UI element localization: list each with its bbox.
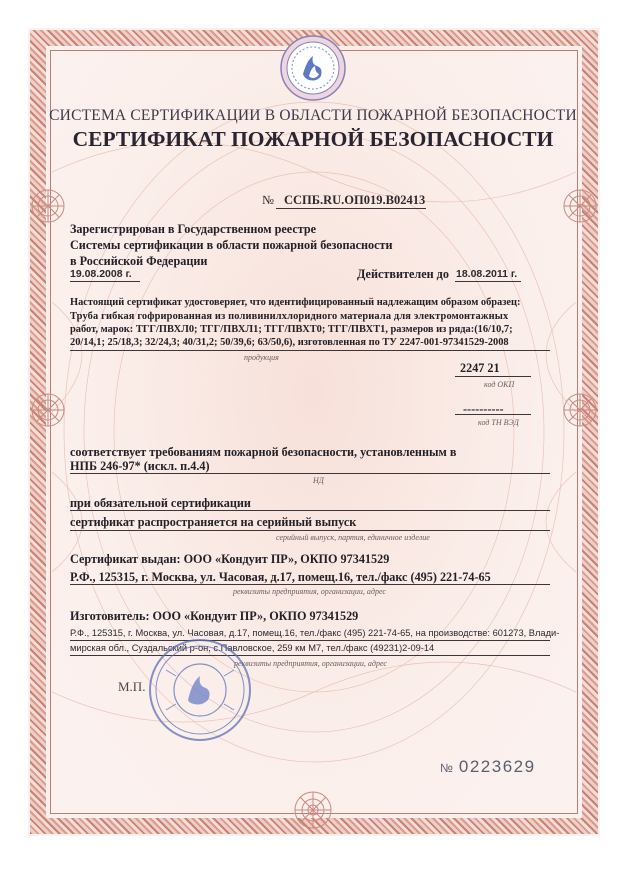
organization-seal-stamp: [146, 636, 254, 744]
product-underline: [70, 350, 550, 351]
conformity-underline: [70, 473, 550, 474]
conformity-caption: НД: [313, 476, 324, 485]
guilloche-pattern: [52, 52, 576, 812]
right-rosette-icon: [560, 390, 600, 430]
registration-date: 19.08.2008 г.: [70, 268, 132, 280]
number-value: ССПБ.RU.ОП019.В02413: [283, 193, 426, 207]
issued-caption: реквизиты предприятия, организации, адрес: [233, 587, 386, 596]
right-rosette-icon: [560, 186, 600, 226]
certification-system-heading: СИСТЕМА СЕРТИФИКАЦИИ В ОБЛАСТИ ПОЖАРНОЙ БЕЗОПАСНОСТИ: [49, 107, 577, 124]
tnved-underline: [455, 414, 531, 415]
number-underline: [276, 208, 426, 209]
product-line-2: Труба гибкая гофрированная из поливинилхлоридного материала для электромонтажных: [70, 311, 509, 322]
valid-date-underline: [455, 281, 521, 282]
registration-line-3: в Российской Федерации: [70, 254, 208, 268]
registration-line-1: Зарегистрирован в Государственном реестре: [70, 222, 317, 236]
bottom-rosette-icon: [291, 788, 335, 832]
serial-number: [440, 757, 536, 777]
fire-safety-emblem-icon: [279, 34, 347, 102]
scope-caption: серийный выпуск, партия, единичное изделие: [276, 533, 430, 542]
product-line-3: работ, марок: ТГГ/ПВХЛ0; ТГГ/ПВХЛ1; ТГГ/ПВХТ0; ТГГ/ПВХТ1, размеров из ряда:(16/10,7;: [70, 324, 513, 335]
tnved-code: ----------: [463, 402, 504, 416]
registration-date-underline: [70, 281, 140, 282]
issued-line-1: Сертификат выдан: ООО «Кондуит ПР», ОКПО 97341529: [70, 552, 390, 566]
stamp-place-label: М.П.: [118, 679, 146, 694]
manufacturer-caption: реквизиты предприятия, организации, адрес: [234, 659, 387, 668]
left-rosette-icon: [28, 390, 68, 430]
conformity-line-2: НПБ 246-97* (искл. п.4.4): [70, 459, 210, 473]
mode-underline: [70, 510, 550, 511]
issued-line-2: Р.Ф., 125315, г. Москва, ул. Часовая, д.17, помещ.16, тел./факс (495) 221-74-65: [70, 570, 491, 584]
tnved-caption: код ТН ВЭД: [478, 418, 519, 427]
manufacturer-underline-2: [70, 655, 550, 656]
product-line-4: 20/14,1; 25/18,3; 32/24,3; 40/31,2; 50/39,6; 63/50,6), изготовленная по ТУ 2247-001-97341529-2008: [70, 337, 509, 348]
manufacturer-line-3: мирская обл., Суздальский р-он, с.Павловское, 259 км М7, тел./факс (49231)2-09-14: [70, 643, 435, 653]
issued-underline: [70, 584, 550, 585]
manufacturer-line-2: Р.Ф., 125315, г. Москва, ул. Часовая, д.17, помещ.16, тел./факс (495) 221-74-65, на производстве: 601273, Влади-: [70, 628, 560, 638]
number-prefix: №: [262, 193, 274, 207]
product-line-1: Настоящий сертификат удостоверяет, что идентифицированный надлежащим образом образец:: [70, 297, 521, 308]
okp-caption: код ОКП: [484, 380, 515, 389]
certification-mode: при обязательной сертификации: [70, 496, 251, 510]
certificate-title: СЕРТИФИКАТ ПОЖАРНОЙ БЕЗОПАСНОСТИ: [72, 127, 554, 151]
certificate-number: [262, 193, 425, 208]
valid-until-label: Действителен до: [357, 267, 449, 281]
serial-value: 0223629: [458, 757, 536, 776]
product-caption: продукция: [244, 353, 279, 362]
certificate-scope: сертификат распространяется на серийный выпуск: [70, 515, 357, 529]
left-rosette-icon: [28, 186, 68, 226]
manufacturer-line-1: Изготовитель: ООО «Кондуит ПР», ОКПО 97341529: [70, 609, 359, 623]
okp-underline: [455, 376, 531, 377]
valid-until-date: 18.08.2011 г.: [456, 268, 518, 280]
serial-prefix: №: [440, 761, 453, 775]
scope-underline: [70, 530, 550, 531]
manufacturer-underline-1: [70, 640, 550, 641]
okp-code: 2247 21: [460, 361, 500, 375]
registration-line-2: Системы сертификации в области пожарной безопасности: [70, 238, 393, 252]
conformity-line-1: соответствует требованиям пожарной безопасности, установленным в: [70, 445, 457, 459]
